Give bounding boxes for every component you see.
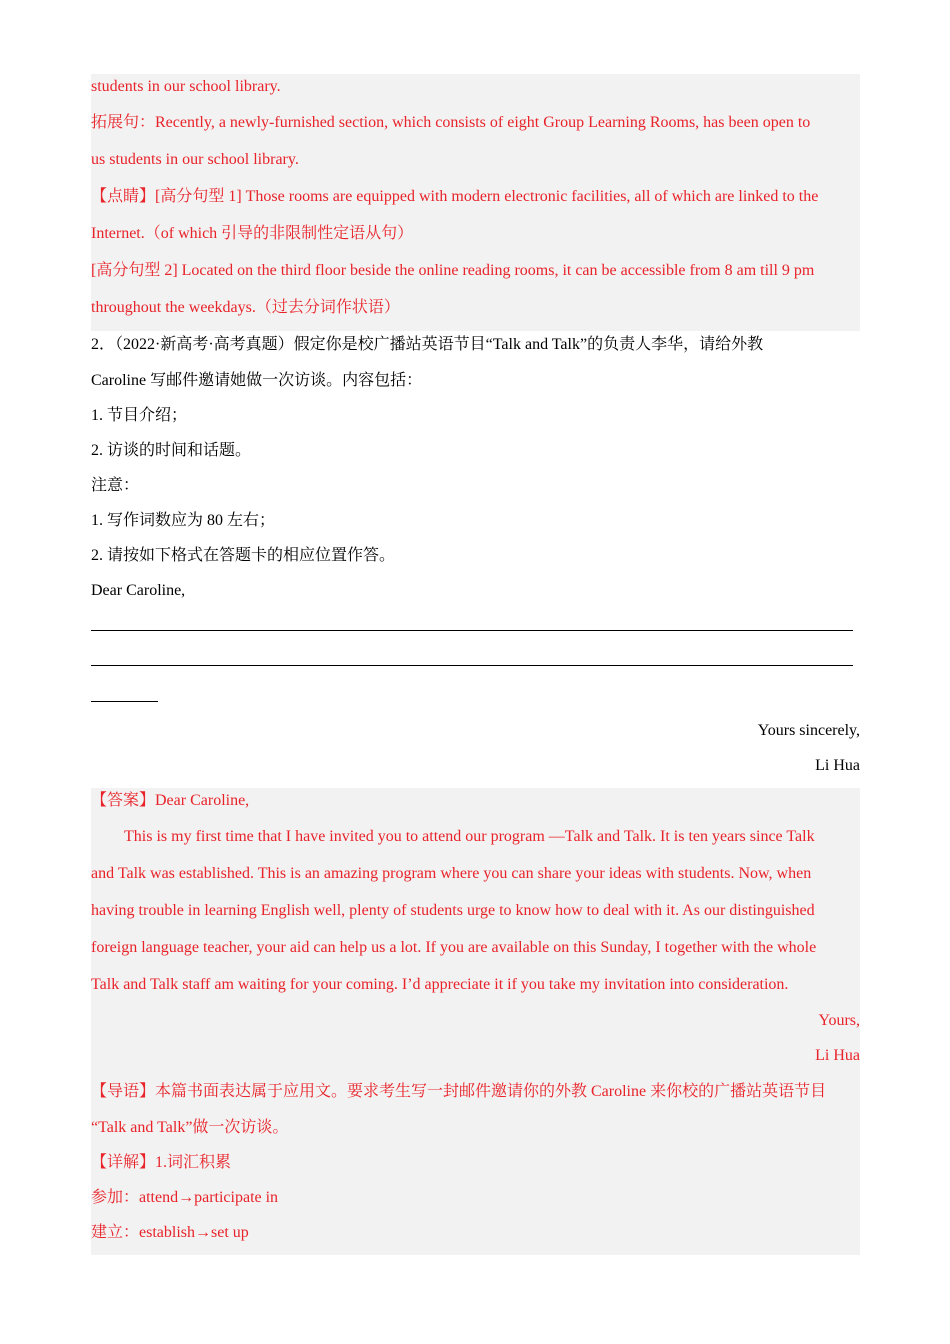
letter-closing: Yours sincerely, bbox=[757, 722, 860, 739]
requirement-item: 2. 访谈的时间和话题。 bbox=[91, 442, 252, 459]
answer-block bbox=[91, 788, 860, 1255]
text-line: 拓展句：Recently, a newly-furnished section, which consists of eight Group Learning Rooms, has been open to bbox=[91, 114, 811, 131]
answer-closing: Yours, bbox=[818, 1012, 860, 1029]
text-line: throughout the weekdays.（过去分词作状语） bbox=[91, 299, 400, 316]
answer-line bbox=[91, 648, 860, 683]
requirement-item: 1. 节目介绍； bbox=[91, 407, 188, 424]
guide-line: “Talk and Talk”做一次访谈。 bbox=[91, 1119, 289, 1136]
note-item: 1. 写作词数应为 80 左右； bbox=[91, 512, 276, 529]
answer-line: having trouble in learning English well, plenty of students urge to know how to deal with it. As our distinguished bbox=[91, 902, 815, 919]
detail-heading: 【详解】1.词汇积累 bbox=[91, 1154, 232, 1171]
vocab-item: 建立：establish→set up bbox=[91, 1224, 249, 1241]
question-block bbox=[91, 331, 860, 788]
text-line: us students in our school library. bbox=[91, 151, 299, 168]
top-answer-block bbox=[91, 74, 860, 331]
letter-salutation: Dear Caroline, bbox=[91, 582, 186, 599]
text-line: Internet.（of which 引导的非限制性定语从句） bbox=[91, 225, 414, 242]
answer-line: This is my first time that I have invited you to attend our program —Talk and Talk. It is ten years since Talk bbox=[124, 828, 815, 845]
note-heading: 注意： bbox=[91, 477, 140, 494]
document-page bbox=[91, 74, 860, 1255]
vocab-item: 参加：attend→participate in bbox=[91, 1189, 279, 1206]
answer-line bbox=[91, 613, 860, 648]
answer-line: Talk and Talk staff am waiting for your coming. I’d appreciate it if you take my invitation into consideration. bbox=[91, 976, 789, 993]
answer-line: foreign language teacher, your aid can help us a lot. If you are available on this Sunday, I together with the whole bbox=[91, 939, 817, 956]
question-line: Caroline 写邮件邀请她做一次访谈。内容包括： bbox=[91, 372, 423, 389]
question-line: 2．（2022·新高考·高考真题）假定你是校广播站英语节目“Talk and Talk”的负责人李华，请给外教 bbox=[91, 336, 764, 353]
answer-line-short bbox=[91, 683, 860, 718]
answer-signature: Li Hua bbox=[815, 1047, 860, 1064]
letter-signature: Li Hua bbox=[815, 757, 860, 774]
text-line: students in our school library. bbox=[91, 78, 281, 95]
answer-heading: 【答案】Dear Caroline, bbox=[91, 792, 250, 809]
answer-line: and Talk was established. This is an amazing program where you can share your ideas with students. Now, when bbox=[91, 865, 812, 882]
text-line: 【点睛】[高分句型 1] Those rooms are equipped with modern electronic facilities, all of which are linked to the bbox=[91, 188, 819, 205]
text-line: [高分句型 2] Located on the third floor beside the online reading rooms, it can be accessible from 8 am till 9 pm bbox=[91, 262, 815, 279]
guide-line: 【导语】本篇书面表达属于应用文。要求考生写一封邮件邀请你的外教 Caroline 来你校的广播站英语节目 bbox=[91, 1083, 827, 1100]
note-item: 2. 请按如下格式在答题卡的相应位置作答。 bbox=[91, 547, 396, 564]
